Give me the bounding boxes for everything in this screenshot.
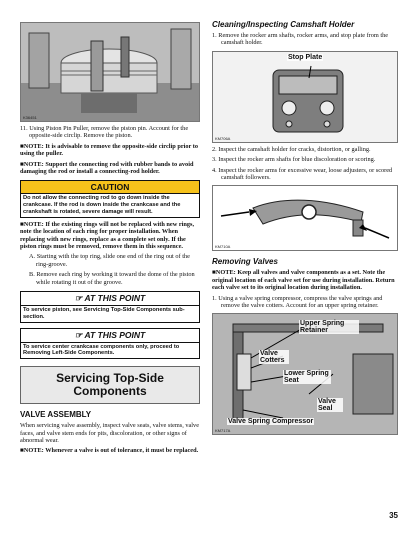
section-title-line-1: Servicing Top-Side [56,371,164,386]
note-circlip: ■NOTE: It is advisable to remove the opposite-side circlip prior to using the puller. [20,142,199,158]
step-r1: 1. Using a valve spring compressor, compress the valve springs and remove the valve cotters. Account for an upper spring retainer. [212,294,383,310]
caution-title: CAUTION [21,181,199,194]
note-piston-rings: ■NOTE: If the existing rings will not be replaced with new rings, note the location of each ring for proper installation. When replacing with new rings, replace as a complete set only. If the piston rings must be removed, remove them in this sequence. [20,220,195,251]
caution-box [20,180,200,217]
valve-cotters-label: Valve Cotters [259,350,289,364]
left-column [20,22,200,455]
right-column [212,20,398,435]
valve-spring-compressor-figure [212,313,398,435]
lower-spring-seat-label: Lower Spring Seat [283,370,331,384]
note-valve-sets: ■NOTE: Keep all valves and valve components as a set. Note the original location of each valve set for use during installation. Return each valve set to its original location during installation. [212,269,395,292]
step-2: 2. Inspect the camshaft holder for cracks, distortion, or galling. [212,145,371,153]
figure-id: KM706A [215,135,231,141]
note-rubber-bands: ■NOTE: Support the connecting rod with rubber bands to avoid damaging the rod or install a connecting-rod holder. [20,160,194,176]
cleaning-heading: Cleaning/Inspecting Camshaft Holder [212,20,355,29]
step-1: 1. Remove the rocker arm shafts, rocker arms, and stop plate from the camshaft holder. [212,32,389,47]
at-this-point-title: ☞ AT THIS POINT [21,329,199,343]
at-this-point-box-2 [20,328,200,360]
valve-assembly-text: When servicing valve assembly, inspect valve seats, valve stems, valve faces, and valve stem ends for pits, discoloration, or other signs of abnormal wear. [20,422,199,445]
camshaft-holder-figure [212,51,398,143]
rocker-arm-figure [212,185,398,251]
at-this-point-text: To service center crankcase components only, proceed to Removing Left-Side Components. [23,343,180,357]
section-title-box [20,366,200,404]
at-this-point-title: ☞ AT THIS POINT [21,292,199,306]
page-number: 35 [389,511,398,520]
camshaft-holder-illustration [213,52,397,142]
at-this-point-box-1 [20,291,200,323]
step-11: 11. Using Piston Pin Puller, remove the piston pin. Account for the opposite-side circlip. Remove the piston. [20,125,189,140]
figure-id: KM717A [215,428,231,434]
figure-id: KM710A [215,244,231,250]
rocker-arm-illustration [213,186,397,250]
upper-spring-retainer-label: Upper Spring Retainer [299,320,359,334]
step-4: 4. Inspect the rocker arms for excessive wear, loose adjusters, or scored camshaft followers. [212,166,393,182]
caution-text: Do not allow the connecting rod to go down inside the crankcase. If the rod is down inside the crankcase and the crankshaft is rotated, severe damage will result. [23,195,181,216]
step-b: B. Remove each ring by working it toward the dome of the piston while rotating it out of the groove. [29,271,195,286]
at-this-point-text: To service piston, see Servicing Top-Side Components sub-section. [23,307,185,320]
valve-assembly-heading: VALVE ASSEMBLY [20,410,92,420]
removing-valves-heading: Removing Valves [212,257,278,267]
step-a: A. Starting with the top ring, slide one end of the ring out of the ring-groove. [29,253,190,268]
valve-spring-compressor-label: Valve Spring Compressor [228,418,314,426]
note-valve-tolerance: ■NOTE: Whenever a valve is out of tolerance, it must be replaced. [20,447,199,455]
section-title-line-2: Components [73,384,147,399]
piston-photo-illustration [21,23,199,121]
stop-plate-label: Stop Plate [288,53,323,61]
piston-pin-puller-photo [20,22,200,122]
step-3: 3. Inspect the rocker arm shafts for blue discoloration or scoring. [212,156,376,164]
figure-id: K36451 [23,115,37,120]
valve-seal-label: Valve Seal [317,398,343,412]
